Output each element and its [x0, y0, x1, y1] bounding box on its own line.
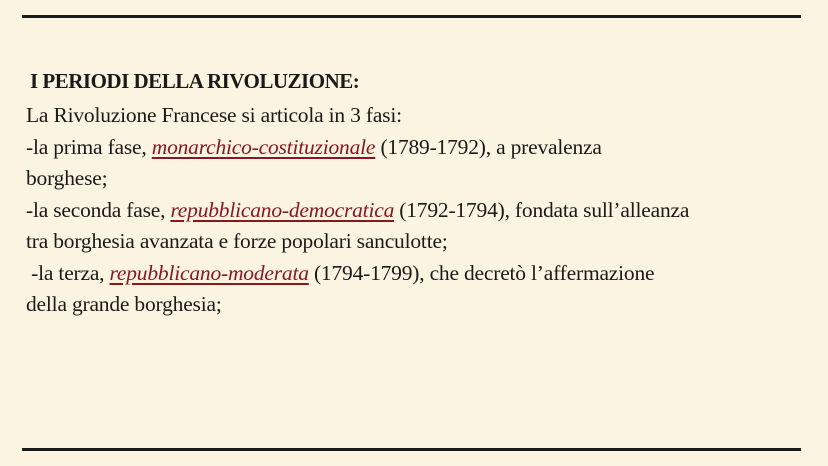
phase-1-line — [26, 132, 806, 164]
phase-3-prefix: -la terza, — [26, 260, 110, 285]
phase-2-continuation: tra borghesia avanzata e forze popolari sanculotte; — [26, 229, 448, 253]
intro-line: La Rivoluzione Francese si articola in 3 fasi: — [26, 103, 402, 127]
phase-3-line — [26, 258, 806, 290]
phase-2-term: repubblicano-democratica — [170, 197, 395, 222]
slide-body — [26, 100, 806, 321]
phase-3-term: repubblicano-moderata — [109, 260, 309, 285]
phase-2-prefix: -la seconda fase, — [26, 197, 171, 222]
phase-3-suffix: (1794-1799), che decretò l’affermazione — [308, 260, 655, 285]
phase-1-prefix: -la prima fase, — [26, 134, 152, 159]
phase-1-term: monarchico-costituzionale — [151, 134, 376, 159]
phase-1-continuation: borghese; — [26, 166, 108, 190]
phase-2-line — [26, 195, 806, 227]
slide-heading: I PERIODI DELLA RIVOLUZIONE: — [30, 69, 360, 93]
phase-1-suffix: (1789-1792), a prevalenza — [375, 134, 602, 159]
phase-3-continuation: della grande borghesia; — [26, 292, 222, 316]
top-divider — [22, 15, 801, 18]
slide-content — [26, 68, 806, 321]
bottom-divider — [22, 448, 801, 451]
phase-2-suffix: (1792-1794), fondata sull’alleanza — [394, 197, 690, 222]
